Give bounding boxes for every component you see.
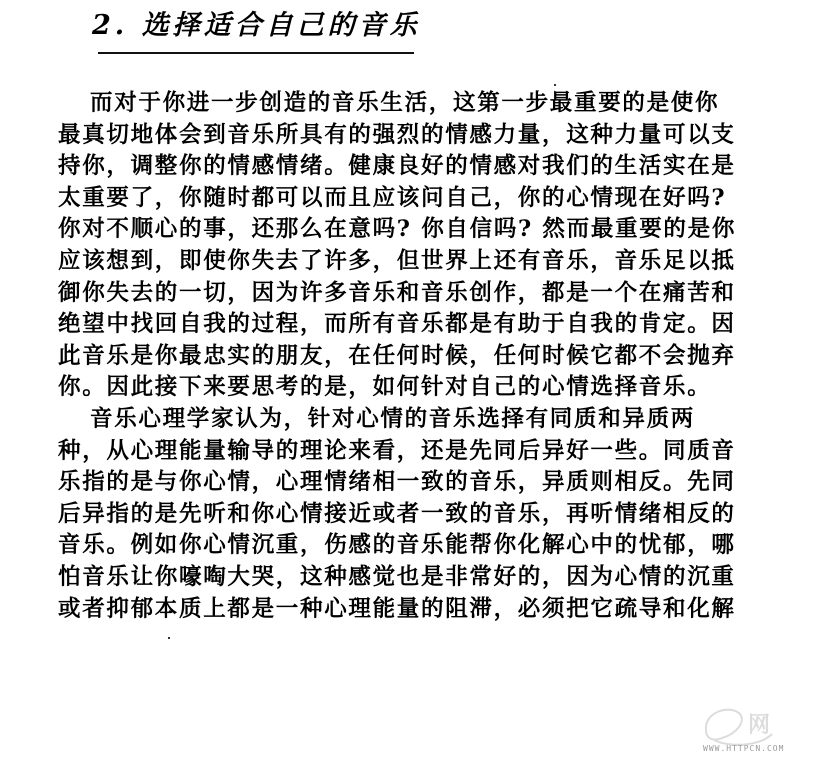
text-line: 绝望中找回自我的过程，而所有音乐都是有助于自我的肯定。因 bbox=[58, 311, 736, 338]
scan-speck bbox=[168, 637, 170, 639]
text-line: 太重要了，你随时都可以而且应该问自己，你的心情现在好吗? bbox=[58, 184, 727, 211]
text-line: 持你，调整你的情感情绪。健康良好的情感对我们的生活实在是 bbox=[58, 153, 736, 180]
text-line: 而对于你进一步创造的音乐生活，这第一步最重要的是使你 bbox=[90, 90, 720, 116]
paragraph-2 bbox=[58, 404, 778, 625]
svg-text:网: 网 bbox=[748, 713, 771, 738]
site-watermark bbox=[700, 700, 819, 770]
text-line: 你对不顺心的事，还那么在意吗? 你自信吗? 然而最重要的是你 bbox=[58, 216, 737, 243]
text-line: 御你失去的一切，因为许多音乐和音乐创作，都是一个在痛苦和 bbox=[58, 279, 736, 306]
watermark-logo-icon bbox=[700, 700, 810, 750]
watermark-url: WWW.HTTPCN.COM bbox=[703, 744, 785, 753]
heading-underline bbox=[98, 52, 414, 54]
text-line: 后异指的是先听和你心情接近或者一致的音乐，再听情绪相反的 bbox=[58, 500, 736, 527]
text-line: 此音乐是你最忠实的朋友，在任何时候，任何时候它都不会抛弃 bbox=[58, 342, 736, 369]
text-line: 你。因此接下来要思考的是，如何针对自己的心情选择音乐。 bbox=[58, 374, 712, 401]
section-heading: 2. 选择适合自己的音乐 bbox=[92, 10, 421, 41]
paragraph-1 bbox=[58, 88, 778, 404]
text-line: 怕音乐让你嚎啕大哭，这种感觉也是非常好的，因为心情的沉重 bbox=[58, 563, 736, 590]
scan-speck bbox=[554, 84, 556, 86]
text-line: 最真切地体会到音乐所具有的强烈的情感力量，这种力量可以支 bbox=[58, 121, 736, 148]
text-line: 乐指的是与你心情，心理情绪相一致的音乐，异质则相反。先同 bbox=[58, 469, 736, 496]
text-line: 或者抑郁本质上都是一种心理能量的阻滞，必须把它疏导和化解 bbox=[58, 595, 736, 622]
text-line: 音乐。例如你心情沉重，伤感的音乐能帮你化解心中的忧郁，哪 bbox=[58, 532, 736, 559]
text-line: 应该想到，即使你失去了许多，但世界上还有音乐，音乐足以抵 bbox=[58, 247, 736, 274]
text-line: 音乐心理学家认为，针对心情的音乐选择有同质和异质两 bbox=[90, 405, 696, 432]
text-line: 种，从心理能量输导的理论来看，还是先同后异好一些。同质音 bbox=[58, 437, 736, 464]
body-text bbox=[58, 88, 778, 625]
